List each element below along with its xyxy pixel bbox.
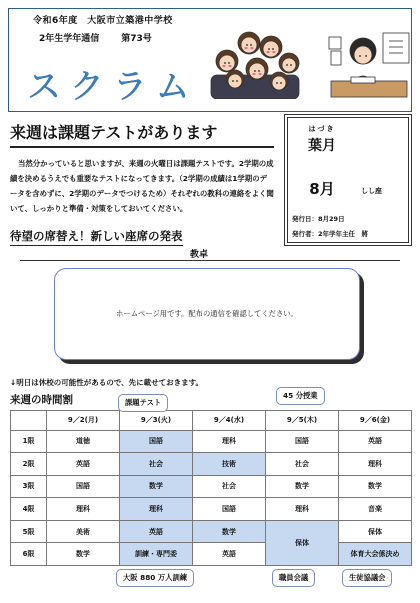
table-cell: 数学 bbox=[339, 475, 412, 498]
seating-chart-placeholder bbox=[54, 268, 360, 360]
school-name: 令和6年度 大阪市立築港中学校 bbox=[33, 16, 173, 26]
table-row bbox=[11, 475, 412, 498]
desk-divider bbox=[20, 260, 400, 261]
table-cell: 国語 bbox=[266, 430, 339, 453]
header-tuesday: 9／3(火) bbox=[120, 411, 193, 431]
studying-student-illustration bbox=[327, 29, 411, 99]
table-cell: 英語 bbox=[47, 453, 120, 476]
advance-notice: ↓明日は休校の可能性があるので、先に載せておきます。 bbox=[10, 378, 204, 387]
weekly-timetable bbox=[10, 410, 412, 566]
month-info-box bbox=[284, 114, 412, 246]
table-row bbox=[11, 430, 412, 453]
header-corner bbox=[11, 411, 47, 431]
student-council-callout: 生徒協議会 bbox=[342, 569, 392, 587]
newsletter-info bbox=[39, 31, 152, 44]
drill-callout: 大阪 880 万人訓練 bbox=[116, 569, 194, 587]
table-cell: 数学 bbox=[120, 475, 193, 498]
table-cell: 英語 bbox=[193, 543, 266, 566]
period-label: 1限 bbox=[11, 430, 47, 453]
header-thursday: 9／5(木) bbox=[266, 411, 339, 431]
table-row bbox=[11, 498, 412, 521]
table-cell: 理科 bbox=[339, 453, 412, 476]
test-announcement-text: 当然分かっていると思いますが、来週の火曜日は課題テストです。2学期の成績を決めるうえでも重要なテストになってきます。（2学期の成績は1学期のデータを含めずに、2学期のデータでつけるため）それぞれの教科の連絡をよく聞いて、しっかりと準備・対策をしておいてください。 bbox=[10, 159, 274, 213]
test-callout: 課題テスト bbox=[118, 394, 168, 412]
month-furigana: はづき bbox=[308, 125, 336, 133]
table-cell: 国語 bbox=[47, 475, 120, 498]
header-monday: 9／2(月) bbox=[47, 411, 120, 431]
period-label: 4限 bbox=[11, 498, 47, 521]
masthead-title: スクラム bbox=[27, 67, 199, 107]
month-number: 8月 bbox=[309, 180, 335, 198]
table-cell: 体育大会係決め bbox=[339, 543, 412, 566]
table-cell: 数学 bbox=[47, 543, 120, 566]
table-cell: 理科 bbox=[47, 498, 120, 521]
table-cell: 国語 bbox=[193, 498, 266, 521]
publisher: 発行者：2年学年主任 將 bbox=[292, 230, 369, 238]
table-cell: 英語 bbox=[339, 430, 412, 453]
period-label: 6限 bbox=[11, 543, 47, 566]
issue-number: 第73号 bbox=[121, 34, 152, 44]
table-cell: 保体 bbox=[339, 520, 412, 543]
teacher-desk-label: 教卓 bbox=[190, 250, 209, 260]
table-cell-merged: 保体 bbox=[266, 520, 339, 565]
table-row bbox=[11, 543, 412, 566]
newsletter-name: 2年生学年通信 bbox=[39, 34, 100, 44]
table-cell: 社会 bbox=[120, 453, 193, 476]
main-headline: 来週は課題テストがあります bbox=[10, 120, 274, 148]
period-label: 5限 bbox=[11, 520, 47, 543]
table-cell: 道徳 bbox=[47, 430, 120, 453]
header-friday: 9／6(金) bbox=[339, 411, 412, 431]
table-cell: 社会 bbox=[266, 453, 339, 476]
table-cell: 国語 bbox=[120, 430, 193, 453]
table-cell: 訓練・専門委 bbox=[120, 543, 193, 566]
table-cell: 音楽 bbox=[339, 498, 412, 521]
newsletter-header bbox=[8, 8, 412, 112]
publish-date: 発行日：8月29日 bbox=[292, 215, 345, 223]
table-row bbox=[11, 520, 412, 543]
table-cell: 数学 bbox=[266, 475, 339, 498]
table-cell: 理科 bbox=[193, 430, 266, 453]
short-period-callout: 45 分授業 bbox=[276, 387, 325, 405]
students-illustration bbox=[205, 23, 305, 99]
table-cell: 技術 bbox=[193, 453, 266, 476]
table-cell: 英語 bbox=[120, 520, 193, 543]
table-cell: 理科 bbox=[120, 498, 193, 521]
table-cell: 数学 bbox=[193, 520, 266, 543]
table-row bbox=[11, 453, 412, 476]
table-cell: 美術 bbox=[47, 520, 120, 543]
period-label: 2限 bbox=[11, 453, 47, 476]
table-cell: 社会 bbox=[193, 475, 266, 498]
month-traditional-name: 葉月 bbox=[308, 138, 336, 154]
web-notice-text: ホームページ用です。配布の通信を確認してください。 bbox=[116, 309, 298, 318]
timetable-header-row bbox=[11, 411, 412, 431]
timetable-heading: 来週の時間割 bbox=[10, 394, 73, 406]
seating-heading: 待望の席替え！新しい座席の発表 bbox=[10, 228, 183, 246]
table-cell: 理科 bbox=[266, 498, 339, 521]
period-label: 3限 bbox=[11, 475, 47, 498]
staff-meeting-callout: 職員会議 bbox=[272, 569, 315, 587]
header-wednesday: 9／4(水) bbox=[193, 411, 266, 431]
zodiac-sign: しし座 bbox=[361, 187, 382, 195]
